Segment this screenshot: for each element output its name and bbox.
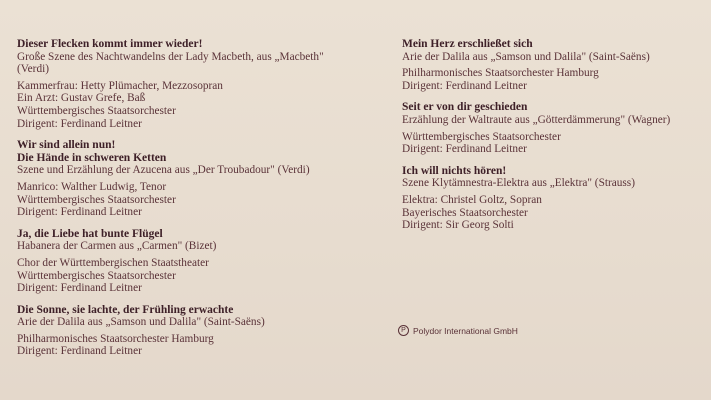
left-column [17, 38, 387, 367]
track-description: Arie der Dalila aus „Samson und Dalila" (Saint-Saëns) [17, 316, 265, 329]
performer-line: Philharmonisches Staatsorchester Hamburg [17, 332, 214, 345]
track-title: Wir sind allein nun! [17, 139, 116, 152]
performer-line: Württembergisches Staatsorchester [17, 104, 176, 117]
track-entry [17, 139, 387, 219]
performer-line: Dirigent: Ferdinand Leitner [17, 206, 142, 219]
track-title: Die Sonne, sie lachte, der Frühling erwachte [17, 303, 234, 316]
performer-line: Bayerisches Staatsorchester [402, 206, 528, 219]
track-title: Ja, die Liebe hat bunte Flügel [17, 227, 163, 240]
performer-line: Elektra: Christel Goltz, Sopran [402, 193, 542, 206]
track-description: Große Szene des Nachtwandelns der Lady Macbeth, aus „Macbeth" [17, 50, 324, 63]
performer-line: Dirigent: Sir Georg Solti [402, 219, 514, 232]
track-description: Szene und Erzählung der Azucena aus „Der Troubadour" (Verdi) [17, 164, 310, 177]
copyright-notice [398, 325, 518, 336]
performer-line: Württembergisches Staatsorchester [17, 269, 176, 282]
track-entry [17, 304, 387, 358]
performer-line: Philharmonisches Staatsorchester Hamburg [402, 67, 599, 80]
performer-line: Dirigent: Ferdinand Leitner [17, 282, 142, 295]
track-title: Mein Herz erschließet sich [402, 38, 533, 50]
performer-line: Kammerfrau: Hetty Plümacher, Mezzosopran [17, 79, 223, 92]
track-entry [402, 165, 702, 232]
track-description: Arie der Dalila aus „Samson und Dalila" (Saint-Saëns) [402, 50, 650, 63]
track-title: Ich will nichts hören! [402, 164, 507, 177]
right-column [402, 38, 702, 241]
performer-line: Dirigent: Ferdinand Leitner [17, 117, 142, 130]
performer-line: Dirigent: Ferdinand Leitner [402, 143, 527, 156]
performer-line: Chor der Württembergischen Staatstheater [17, 256, 209, 269]
track-entry [402, 101, 702, 155]
track-title: Dieser Flecken kommt immer wieder! [17, 38, 203, 50]
copyright-text: Polydor International GmbH [413, 325, 518, 336]
track-description: Habanera der Carmen aus „Carmen" (Bizet) [17, 240, 217, 253]
track-title: Seit er von dir geschieden [402, 101, 528, 114]
performer-line: Dirigent: Ferdinand Leitner [402, 79, 527, 92]
performer-line: Dirigent: Ferdinand Leitner [17, 345, 142, 358]
track-entry [17, 228, 387, 295]
track-description: Erzählung der Waltraute aus „Götterdämmerung" (Wagner) [402, 113, 671, 126]
track-title: Die Hände in schweren Ketten [17, 151, 167, 164]
performer-line: Manrico: Walther Ludwig, Tenor [17, 180, 167, 193]
performer-line: Württembergisches Staatsorchester [402, 130, 561, 143]
performer-line: Württembergisches Staatsorchester [17, 193, 176, 206]
track-description: Szene Klytämnestra-Elektra aus „Elektra" (Strauss) [402, 177, 635, 190]
track-entry [17, 38, 387, 130]
performer-line: Ein Arzt: Gustav Grefe, Baß [17, 92, 146, 105]
phonogram-copyright-icon: P [398, 325, 409, 336]
track-description: (Verdi) [17, 63, 49, 76]
track-entry [402, 38, 702, 92]
